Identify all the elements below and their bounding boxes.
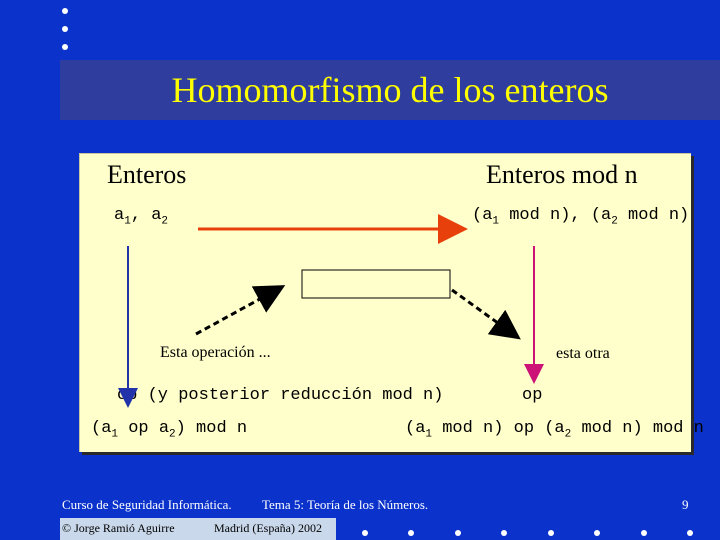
right-op-label: esta otra (556, 345, 610, 362)
left-op-desc: op (y posterior reducción mod n) (117, 386, 444, 405)
middle-label-box (302, 270, 450, 298)
dashed-arrow-left (196, 288, 280, 334)
decor-dot (501, 530, 507, 536)
right-result: ($a_1$ mod n) op ($a_2$ mod n) mod n (405, 419, 704, 441)
decor-dot (641, 530, 647, 536)
footer-place: Madrid (España) 2002 (214, 521, 322, 535)
decor-dot (455, 530, 461, 536)
left-result: ($a_1$ op $a_2$) mod n (91, 419, 248, 441)
footer-author: © Jorge Ramió Aguirre (62, 521, 175, 535)
decor-dot (362, 530, 368, 536)
slide-title: Homomorfismo de los enteros (171, 70, 609, 110)
right-vars: ($a_1$ mod n), ($a_2$ mod n) (472, 206, 690, 228)
decor-dot (408, 530, 414, 536)
footer-course: Curso de Seguridad Informática. (62, 497, 232, 512)
left-vars: $a_1$, $a_2$ (114, 206, 169, 228)
decor-dot (687, 530, 693, 536)
left-op-label: Esta operación ... (160, 344, 271, 361)
left-header: Enteros (107, 160, 187, 189)
dashed-arrow-right (452, 290, 516, 336)
right-op: op (522, 386, 543, 405)
footer-topic: Tema 5: Teoría de los Números. (262, 497, 429, 512)
right-header: Enteros mod n (486, 160, 638, 189)
decor-dot (594, 530, 600, 536)
page-number: 9 (682, 497, 689, 512)
decor-dot (548, 530, 554, 536)
